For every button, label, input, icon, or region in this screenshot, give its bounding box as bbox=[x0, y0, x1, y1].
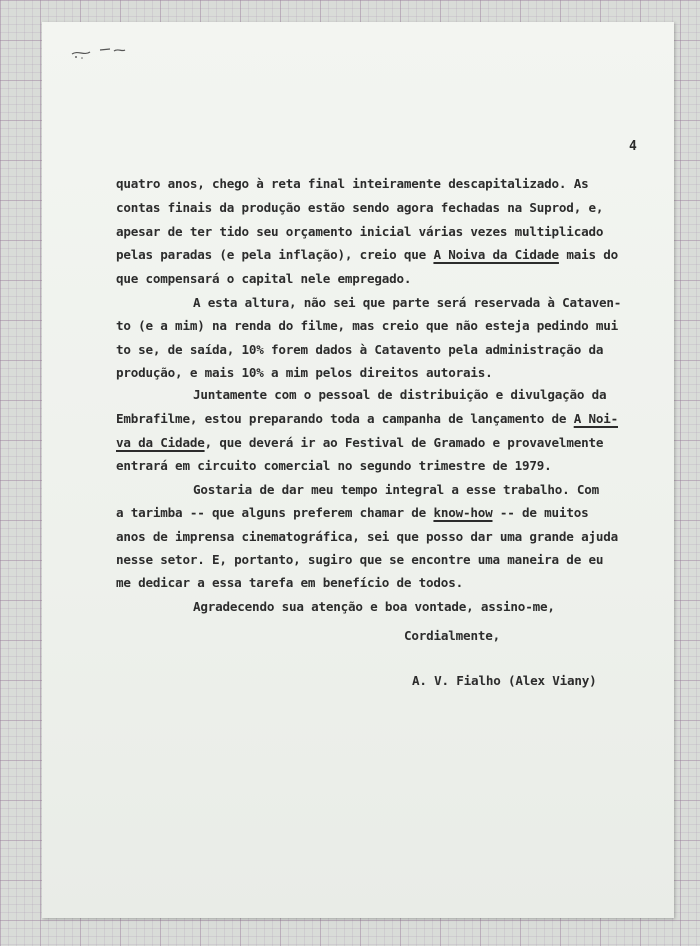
text-line: contas finais da produção estão sendo agora fechadas na Suprod, e, bbox=[116, 200, 604, 215]
text-line: apesar de ter tido seu orçamento inicial várias vezes multiplicado bbox=[116, 224, 604, 239]
text-line: a tarimba -- que alguns preferem chamar de know-how -- de muitos bbox=[116, 505, 589, 520]
text-line: quatro anos, chego à reta final inteiramente descapitalizado. As bbox=[116, 176, 589, 191]
text-line: A esta altura, não sei que parte será reservada à Cataven- bbox=[193, 295, 622, 310]
know-how-underlined: know-how bbox=[433, 505, 493, 520]
film-title-underlined: A Noi- bbox=[573, 411, 618, 426]
text-line: Juntamente com o pessoal de distribuição e divulgação da bbox=[193, 387, 607, 402]
text-line: entrará em circuito comercial no segundo trimestre de 1979. bbox=[116, 458, 552, 473]
text-line: me dedicar a essa tarefa em benefício de todos. bbox=[116, 575, 463, 590]
text-line: Agradecendo sua atenção e boa vontade, assino-me, bbox=[193, 599, 555, 614]
text-line: produção, e mais 10% a mim pelos direitos autorais. bbox=[116, 365, 493, 380]
film-title-underlined: va da Cidade bbox=[116, 435, 205, 450]
text-line: anos de imprensa cinematográfica, sei que posso dar uma grande ajuda bbox=[116, 529, 618, 544]
text-line: Embrafilme, estou preparando toda a campanha de lançamento de A Noi- bbox=[116, 411, 618, 426]
signature-line: A. V. Fialho (Alex Viany) bbox=[412, 673, 597, 688]
closing-line: Cordialmente, bbox=[404, 628, 500, 643]
text-line: pelas paradas (e pela inflação), creio que A Noiva da Cidade mais do bbox=[116, 247, 618, 262]
text-line: nesse setor. E, portanto, sugiro que se encontre uma maneira de eu bbox=[116, 552, 604, 567]
text-line: to se, de saída, 10% forem dados à Catavento pela administração da bbox=[116, 342, 604, 357]
page-number: 4 bbox=[629, 139, 637, 154]
text-line: va da Cidade, que deverá ir ao Festival de Gramado e provavelmente bbox=[116, 435, 604, 450]
film-title-underlined: A Noiva da Cidade bbox=[433, 247, 559, 262]
text-line: Gostaria de dar meu tempo integral a esse trabalho. Com bbox=[193, 482, 600, 497]
text-line: to (e a mim) na renda do filme, mas creio que não esteja pedindo mui bbox=[116, 318, 618, 333]
ink-speck-mark bbox=[70, 44, 126, 60]
text-line: que compensará o capital nele empregado. bbox=[116, 271, 412, 286]
